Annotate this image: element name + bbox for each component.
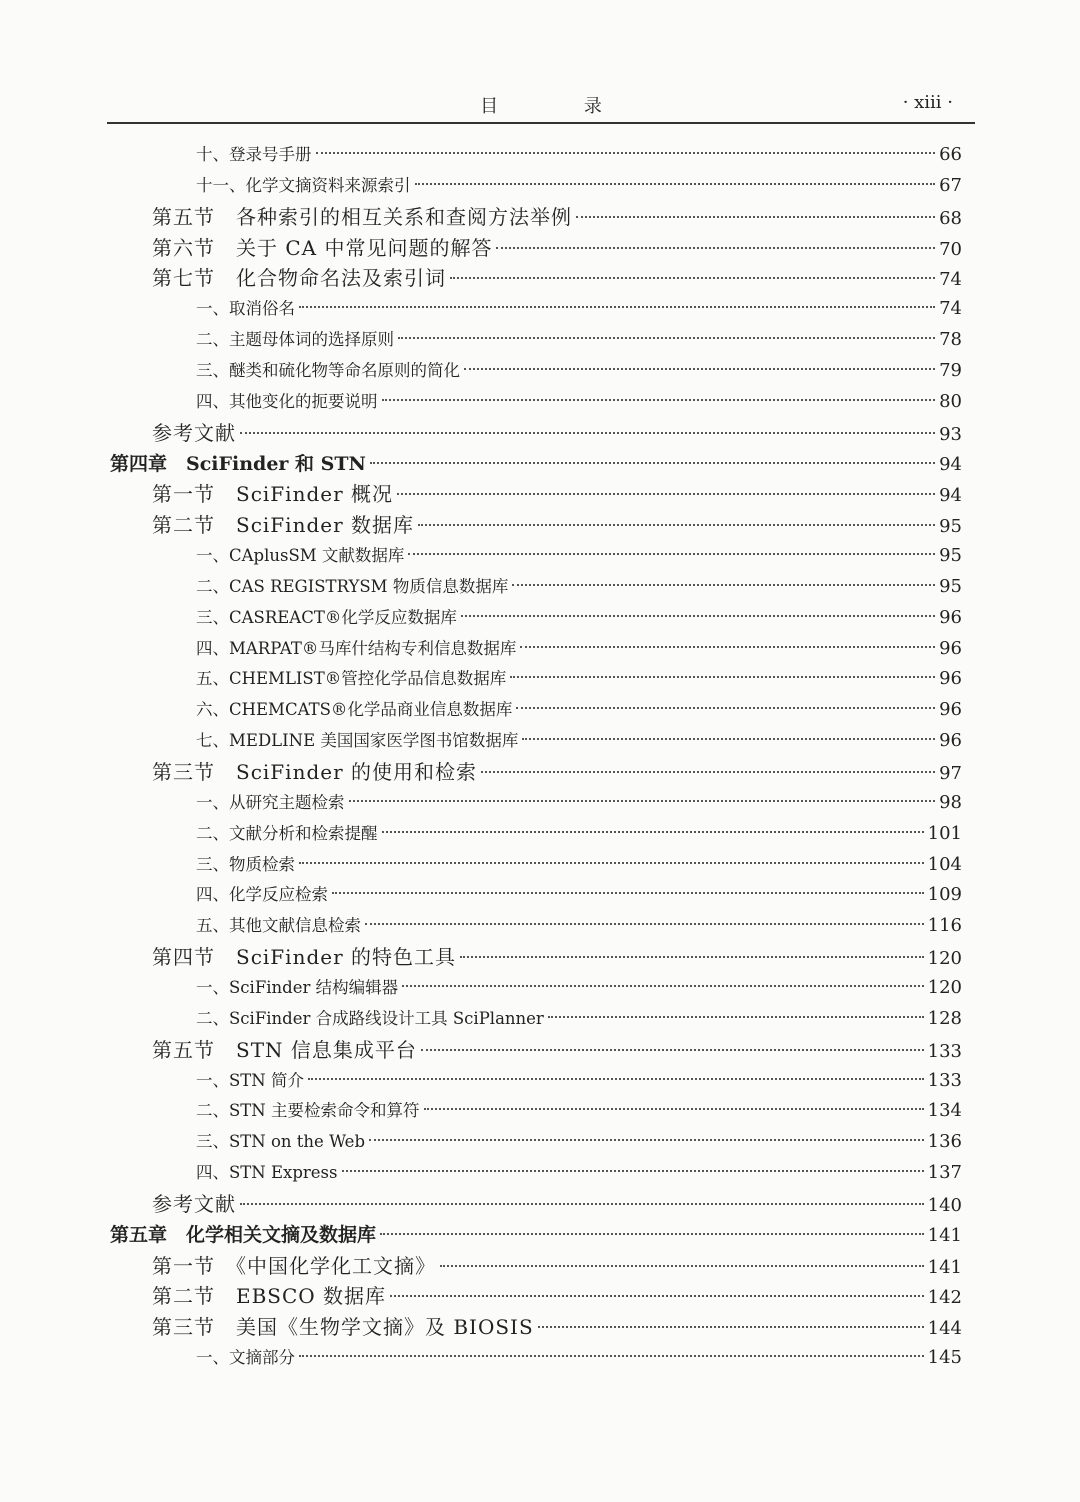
toc-entry-page: 140 [927, 1194, 962, 1216]
page-number: · xiii · [902, 92, 953, 113]
toc-entry-page: 141 [927, 1224, 962, 1246]
toc-entry-label: 参考文献 [152, 420, 236, 445]
toc-section [152, 1251, 962, 1281]
dot-leader [370, 462, 935, 464]
toc-item [196, 140, 962, 170]
toc-entry-label: 四、化学反应检索 [196, 885, 328, 905]
dot-leader [382, 831, 924, 833]
dot-leader [365, 923, 924, 925]
toc-entry-page: 116 [927, 915, 962, 937]
toc-entry-page: 109 [927, 884, 962, 906]
toc-entry-page: 93 [939, 423, 962, 445]
toc-entry-label: 第四章 SciFinder 和 STN [110, 452, 366, 475]
toc-item [196, 664, 962, 694]
dot-leader [548, 1016, 924, 1018]
dot-leader [397, 493, 935, 495]
toc-entry-label: 十、登录号手册 [196, 145, 312, 164]
dot-leader [481, 771, 935, 773]
toc-entry-label: 三、STN on the Web [196, 1132, 366, 1152]
toc-item [196, 1158, 962, 1188]
toc-item [196, 294, 962, 324]
toc-entry-page: 101 [927, 822, 962, 844]
toc-entry-page: 95 [939, 575, 962, 597]
toc-item [196, 1066, 962, 1096]
toc-entry-page: 68 [939, 207, 962, 229]
dot-leader [516, 707, 935, 709]
toc-entry-page: 120 [927, 976, 962, 998]
toc-entry-page: 74 [939, 269, 962, 291]
toc-entry-label: 第三节 美国《生物学文摘》及 BIOSIS [152, 1315, 534, 1340]
dot-leader [299, 862, 924, 864]
toc-entry-page: 95 [939, 516, 962, 538]
dot-leader [538, 1326, 924, 1328]
toc-entry-label: 四、MARPAT®马库什结构专利信息数据库 [196, 638, 517, 658]
dot-leader [496, 247, 935, 249]
toc-entry-page: 134 [927, 1100, 962, 1122]
toc-item [196, 695, 962, 725]
toc-entry-page: 120 [927, 948, 962, 970]
toc-section [152, 202, 962, 232]
toc-entry-page: 79 [939, 359, 962, 381]
dot-leader [460, 956, 924, 958]
toc-entry-page: 95 [939, 545, 962, 567]
toc-section [152, 418, 962, 448]
dot-leader [576, 216, 935, 218]
toc-entry-label: 一、文摘部分 [196, 1348, 295, 1368]
toc-item [196, 634, 962, 664]
toc-entry-page: 136 [927, 1131, 962, 1153]
dot-leader [390, 1295, 924, 1297]
toc-chapter [110, 1220, 962, 1250]
toc-entry-label: 第七节 化合物命名法及索引词 [152, 266, 446, 291]
toc-entry-label: 第一节 《中国化学化工文摘》 [152, 1253, 436, 1278]
toc-entry-page: 133 [927, 1069, 962, 1091]
dot-leader [440, 1265, 924, 1267]
dot-leader [464, 368, 935, 370]
toc-item [196, 603, 962, 633]
toc-entry-label: 三、物质检索 [196, 854, 295, 874]
dot-leader [382, 399, 936, 401]
toc-entry-label: 七、MEDLINE 美国国家医学图书馆数据库 [196, 731, 519, 751]
toc-entry-page: 96 [939, 699, 962, 721]
dot-leader [402, 985, 924, 987]
dot-leader [398, 337, 935, 339]
toc-section [152, 510, 962, 540]
dot-leader [512, 584, 935, 586]
toc-item [196, 387, 962, 417]
toc-entry-page: 128 [927, 1007, 962, 1029]
toc-entry-page: 104 [927, 853, 962, 875]
dot-leader [299, 1355, 924, 1357]
toc-item [196, 325, 962, 355]
dot-leader [369, 1139, 924, 1141]
toc-entry-page: 144 [927, 1318, 962, 1340]
toc-section [152, 233, 962, 263]
toc-entry-label: 第四节 SciFinder 的特色工具 [152, 945, 457, 970]
toc-entry-label: 一、SciFinder 结构编辑器 [196, 977, 399, 997]
toc-entry-page: 145 [927, 1347, 962, 1369]
dot-leader [424, 1108, 924, 1110]
toc-entry-page: 141 [927, 1256, 962, 1278]
toc-item [196, 819, 962, 849]
toc-entry-label: 二、SciFinder 合成路线设计工具 SciPlanner [196, 1008, 544, 1028]
toc-entry-label: 第三节 SciFinder 的使用和检索 [152, 760, 478, 784]
toc-section [152, 1035, 962, 1065]
toc-entry-page: 142 [927, 1287, 962, 1309]
toc-entry-label: 四、STN Express [196, 1163, 338, 1183]
toc-entry-label: 三、醚类和硫化物等命名原则的简化 [196, 360, 460, 380]
toc-entry-page: 67 [939, 174, 962, 196]
toc-entry-label: 五、其他文献信息检索 [196, 916, 361, 936]
toc-entry-page: 98 [939, 791, 962, 813]
toc-entry-label: 二、主题母体词的选择原则 [196, 330, 394, 350]
dot-leader [421, 1049, 924, 1051]
dot-leader [308, 1078, 924, 1080]
toc-section [152, 1189, 962, 1219]
dot-leader [342, 1170, 924, 1172]
toc-entry-label: 一、STN 简介 [196, 1070, 304, 1090]
toc-item [196, 171, 962, 201]
toc-entry-label: 三、CASREACT®化学反应数据库 [196, 607, 457, 627]
toc-entry-page: 96 [939, 606, 962, 628]
toc-entry-label: 第六节 关于 CA 中常见问题的解答 [152, 235, 493, 260]
page-title: 目 录 [480, 96, 642, 117]
dot-leader [522, 738, 935, 740]
toc-entry-label: 四、其他变化的扼要说明 [196, 391, 378, 411]
dot-leader [510, 676, 935, 678]
dot-leader [461, 615, 935, 617]
toc-section [152, 479, 962, 509]
toc-entry-page: 66 [939, 144, 962, 165]
toc-item [196, 356, 962, 386]
toc-entry-label: 第五节 各种索引的相互关系和查阅方法举例 [152, 204, 572, 229]
dot-leader [240, 432, 935, 434]
toc-item [196, 788, 962, 818]
toc-item [196, 572, 962, 602]
toc-item [196, 1127, 962, 1157]
dot-leader [520, 646, 935, 648]
toc-entry-page: 137 [927, 1162, 962, 1184]
toc-entry-label: 十一、化学文摘资料来源索引 [196, 175, 411, 195]
toc-item [196, 911, 962, 941]
toc-entry-page: 96 [939, 730, 962, 752]
toc-entry-page: 133 [927, 1040, 962, 1062]
toc-entry-page: 70 [939, 238, 962, 260]
toc-entry-label: 第五节 STN 信息集成平台 [152, 1037, 417, 1062]
dot-leader [299, 306, 935, 308]
dot-leader [240, 1203, 924, 1205]
toc-entry-page: 96 [939, 637, 962, 659]
dot-leader [408, 553, 935, 555]
toc-entry-label: 六、CHEMCATS®化学品商业信息数据库 [196, 700, 513, 720]
dot-leader [349, 800, 936, 802]
toc-item [196, 880, 962, 910]
toc-section [152, 1312, 962, 1342]
toc-item [196, 850, 962, 880]
toc-chapter [110, 449, 962, 479]
toc-entry-label: 一、取消俗名 [196, 299, 295, 319]
toc-entry-page: 94 [939, 485, 962, 507]
toc-entry-label: 一、从研究主题检索 [196, 792, 345, 812]
toc-entry-label: 五、CHEMLIST®管控化学品信息数据库 [196, 669, 507, 689]
toc-section [152, 1281, 962, 1311]
toc-entry-label: 二、CAS REGISTRYSM 物质信息数据库 [196, 576, 509, 596]
toc-item [196, 726, 962, 756]
toc-section [152, 757, 962, 787]
toc-entry-label: 二、STN 主要检索命令和算符 [196, 1101, 420, 1121]
toc-entry-label: 第五章 化学相关文摘及数据库 [110, 1223, 377, 1246]
toc-item [196, 1096, 962, 1126]
toc-entry-page: 80 [939, 390, 962, 412]
dot-leader [316, 152, 936, 154]
toc-item [196, 541, 962, 571]
dot-leader [415, 183, 936, 185]
toc-entry-page: 96 [939, 668, 962, 690]
toc-entry-label: 第一节 SciFinder 概况 [152, 482, 394, 507]
toc-entry-label: 二、文献分析和检索提醒 [196, 823, 378, 843]
toc-entry-page: 94 [939, 453, 962, 475]
toc-section [152, 942, 962, 972]
toc-entry-page: 74 [939, 298, 962, 320]
toc-entry-label: 第二节 SciFinder 数据库 [152, 513, 415, 538]
toc-entry-page: 97 [939, 763, 962, 784]
toc-item [196, 1343, 962, 1373]
dot-leader [450, 277, 935, 279]
toc-item [196, 973, 962, 1003]
toc-item [196, 1004, 962, 1034]
dot-leader [418, 524, 935, 526]
toc-entry-label: 一、CAplusSM 文献数据库 [196, 546, 405, 566]
toc-section [152, 263, 962, 293]
toc-entry-label: 第二节 EBSCO 数据库 [152, 1284, 387, 1309]
dot-leader [380, 1233, 924, 1235]
toc-entry-label: 参考文献 [152, 1191, 236, 1216]
toc-entry-page: 78 [939, 329, 962, 351]
dot-leader [332, 892, 924, 894]
